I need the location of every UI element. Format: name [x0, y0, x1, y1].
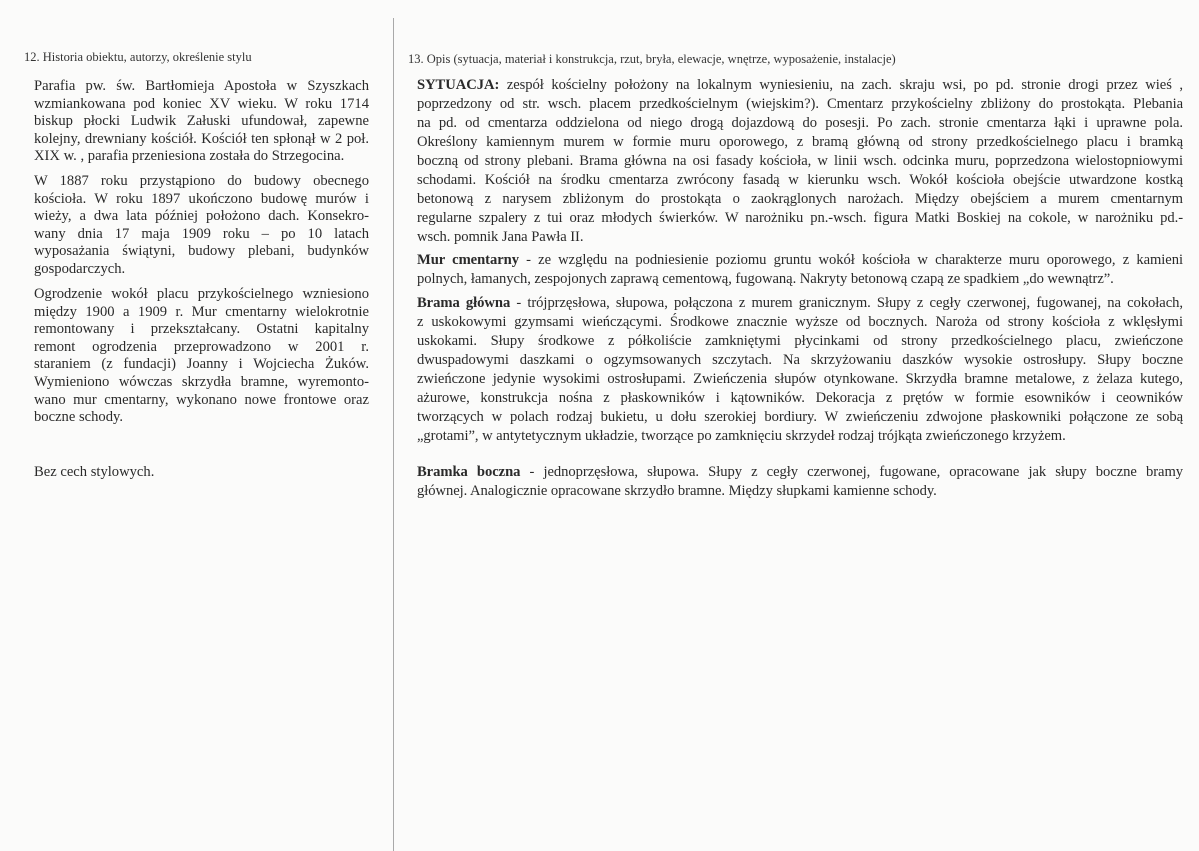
line-text: remont ogrodzenia przeprowadzono w 2001 r. — [34, 338, 369, 355]
text-line — [34, 243, 369, 261]
text-line — [34, 191, 369, 209]
text-line — [34, 208, 369, 226]
text-line — [417, 332, 1183, 351]
line-text: biskup płocki Ludwik Załuski ufundował, zapewne — [34, 113, 369, 130]
line-text: ażurowe, konstrukcja nośna z płaskowników i kątowników. Dekoracja z prętów w formie esowników i ceowników — [417, 390, 1183, 406]
line-text: wieży, a dwa lata później położono dach. Konsekro- — [34, 208, 369, 225]
line-text: dwuspadowymi daszkami o ogzymsowanych szczytach. Na skrzyżowaniu daszków wysokie ostrosłupy. Słupy boczne — [417, 352, 1183, 368]
text-line — [34, 78, 369, 96]
section-label: Brama główna — [417, 295, 511, 311]
cemetery-wall-paragraph — [417, 251, 1183, 289]
text-line — [34, 374, 369, 392]
text-line — [417, 133, 1183, 152]
text-line — [34, 131, 369, 149]
history-paragraph — [34, 78, 369, 166]
history-paragraph — [34, 173, 369, 279]
text-line — [417, 313, 1183, 332]
line-text: wzmiankowana pod koniec XV wieku. W roku 1714 — [34, 95, 369, 112]
history-paragraph — [34, 286, 369, 427]
section-12-heading: 12. Historia obiektu, autorzy, określenie stylu — [24, 50, 252, 64]
line-text: wsch. pomnik Jana Pawła II. — [417, 229, 584, 245]
section-13-heading: 13. Opis (sytuacja, materiał i konstrukcja, rzut, bryła, elewacje, wnętrze, wyposażenie, instalacje) — [408, 52, 896, 66]
text-line — [34, 113, 369, 131]
line-text: betonową z narysem zbliżonym do prostokąta o zaokrąglonych narożach. Między obejściem a murem cmentarnym — [417, 191, 1183, 207]
line-text: Wymieniono wówczas skrzydła bramne, wyremonto- — [34, 373, 369, 390]
line-text: schodami. Kościół na środku cmentarza zwrócony fasadą w kierunku wsch. Wokół kościoła obejście utwardzone kostką — [417, 172, 1183, 188]
section-label: SYTUACJA: — [417, 77, 500, 93]
text-line — [34, 96, 369, 114]
text-line — [417, 171, 1183, 190]
text-line — [34, 226, 369, 244]
line-text: remontowany i przekształcany. Ostatni kapitalny — [34, 321, 369, 338]
text-line — [417, 76, 1183, 95]
section-label: Bramka boczna — [417, 464, 521, 480]
text-line — [417, 270, 1183, 289]
text-line — [34, 304, 369, 322]
line-text: gospodarczych. — [34, 260, 126, 277]
main-gate-paragraph — [417, 294, 1183, 446]
text-line — [34, 173, 369, 191]
line-text: boczną od strony plebani. Brama główna na osi fasady kościoła, w linii wsch. odcinka muru, poprzedzona wielostopniowymi — [417, 153, 1183, 169]
line-text: Bez cech stylowych. — [34, 464, 155, 480]
text-line — [417, 251, 1183, 270]
line-text: z uskokowymi gzymsami wieńczącymi. Środkowe znacznie wyższe od bocznych. Naroża od strony kościoła z wklęsłymi — [417, 314, 1183, 330]
text-line — [417, 95, 1183, 114]
line-text: wyposażania świątyni, budowy plebani, budynków — [34, 243, 369, 260]
line-text: zwieńczone jedynie wysokimi ostrosłupami. Zwieńczenia słupów otynkowane. Skrzydła bramne metalowe, z żelaza kutego, — [417, 371, 1183, 387]
text-line — [417, 482, 1183, 501]
line-text: Parafia pw. św. Bartłomieja Apostoła w Szyszkach — [34, 78, 369, 94]
line-text: staraniem (z fundacji) Joanny i Wojciecha Żuków. — [34, 356, 369, 373]
text-line — [34, 148, 369, 166]
text-line — [417, 351, 1183, 370]
line-text: kościoła. W roku 1897 ukończono budowę murów i — [34, 190, 369, 207]
text-line — [417, 152, 1183, 171]
column-divider — [393, 18, 394, 851]
line-text: „grotami”, w antytetycznym układzie, tworzące po zamknięciu skrzydeł rodzaj trójkąta zwieńczonego krzyżem. — [417, 428, 1066, 444]
line-text: głównej. Analogicznie opracowane skrzydło bramne. Między słupkami kamienne schody. — [417, 483, 937, 499]
line-text: XIX w. , parafia przeniesiona została do Strzegocina. — [34, 148, 345, 165]
text-line — [417, 114, 1183, 133]
line-text: wano mur cmentarny, wykonano nowe frontowe oraz — [34, 391, 369, 408]
line-text: zespół kościelny położony na lokalnym wyniesieniu, na zach. skraju wsi, po pd. stronie drogi przez wieś , — [499, 77, 1183, 93]
text-line — [417, 209, 1183, 228]
text-line — [34, 339, 369, 357]
text-line — [417, 427, 1183, 446]
text-line — [417, 294, 1183, 313]
text-line — [34, 464, 369, 482]
line-text: tworzących w polach rodzaj bukietu, u dołu szerokiej bordiury. W zwieńczeniu zdwojone płaskowniki połączone ze sobą — [417, 409, 1183, 425]
text-line — [417, 389, 1183, 408]
situation-paragraph — [417, 76, 1183, 247]
text-line — [417, 408, 1183, 427]
text-line — [34, 321, 369, 339]
line-text: Ogrodzenie wokół placu przykościelnego wzniesiono — [34, 286, 369, 302]
line-text: kolejny, drewniany kościół. Kościół ten spłonął w 2 poł. — [34, 130, 369, 147]
line-text: - jednoprzęsłowa, słupowa. Słupy z cegły czerwonej, fugowane, opracowane jak słupy boczne bramy — [520, 464, 1183, 480]
line-text: uskokami. Słupy środkowe z półkoliście zamkniętymi płycinkami od strony przedkościelnego placu, zwieńczone — [417, 333, 1183, 349]
line-text: Określony kamiennym murem w formie muru oporowego, z bramą główną od strony przedkościelnego placu i bramką — [417, 134, 1183, 150]
section-label: Mur cmentarny — [417, 252, 519, 268]
line-text: W 1887 roku przystąpiono do budowy obecnego — [34, 173, 369, 189]
line-text: poprzedzony od str. wsch. placem przedkościelnym (wiejskim?). Cmentarz przykościelny zbliżony do prostokąta. Plebania — [417, 96, 1183, 112]
text-line — [417, 190, 1183, 209]
line-text: regularne szpalery z tui oraz młodych świerków. W narożniku pn.-wsch. figura Matki Boskiej na cokole, w narożniku pd.- — [417, 210, 1183, 226]
line-text: polnych, łamanych, zespojonych zaprawą cementową, fugowaną. Nakryty betonową czapą ze spadkiem „do wewnątrz”. — [417, 271, 1114, 287]
line-text: na pd. od cmentarza oddzielona od niego drogą dojazdową do posesji. Po zach. stronie cmentarza łąki i uprawne pola. — [417, 115, 1183, 131]
text-line — [417, 463, 1183, 482]
text-line — [34, 409, 369, 427]
text-line — [34, 356, 369, 374]
text-line — [417, 228, 1183, 247]
side-gate-paragraph — [417, 463, 1183, 501]
text-line — [34, 286, 369, 304]
text-line — [34, 261, 369, 279]
line-text: - ze względu na podniesienie poziomu gruntu wokół kościoła w charakterze muru oporowego, z kamieni — [518, 252, 1183, 268]
line-text: - trójprzęsłowa, słupowa, połączona z murem granicznym. Słupy z cegły czerwonej, fugowanej, na cokołach, — [510, 295, 1183, 311]
style-note — [34, 464, 369, 482]
line-text: wany dnia 17 maja 1909 roku – po 10 latach — [34, 225, 369, 242]
text-line — [417, 370, 1183, 389]
line-text: boczne schody. — [34, 409, 124, 426]
text-line — [34, 392, 369, 410]
line-text: między 1900 a 1909 r. Mur cmentarny wielokrotnie — [34, 303, 369, 320]
